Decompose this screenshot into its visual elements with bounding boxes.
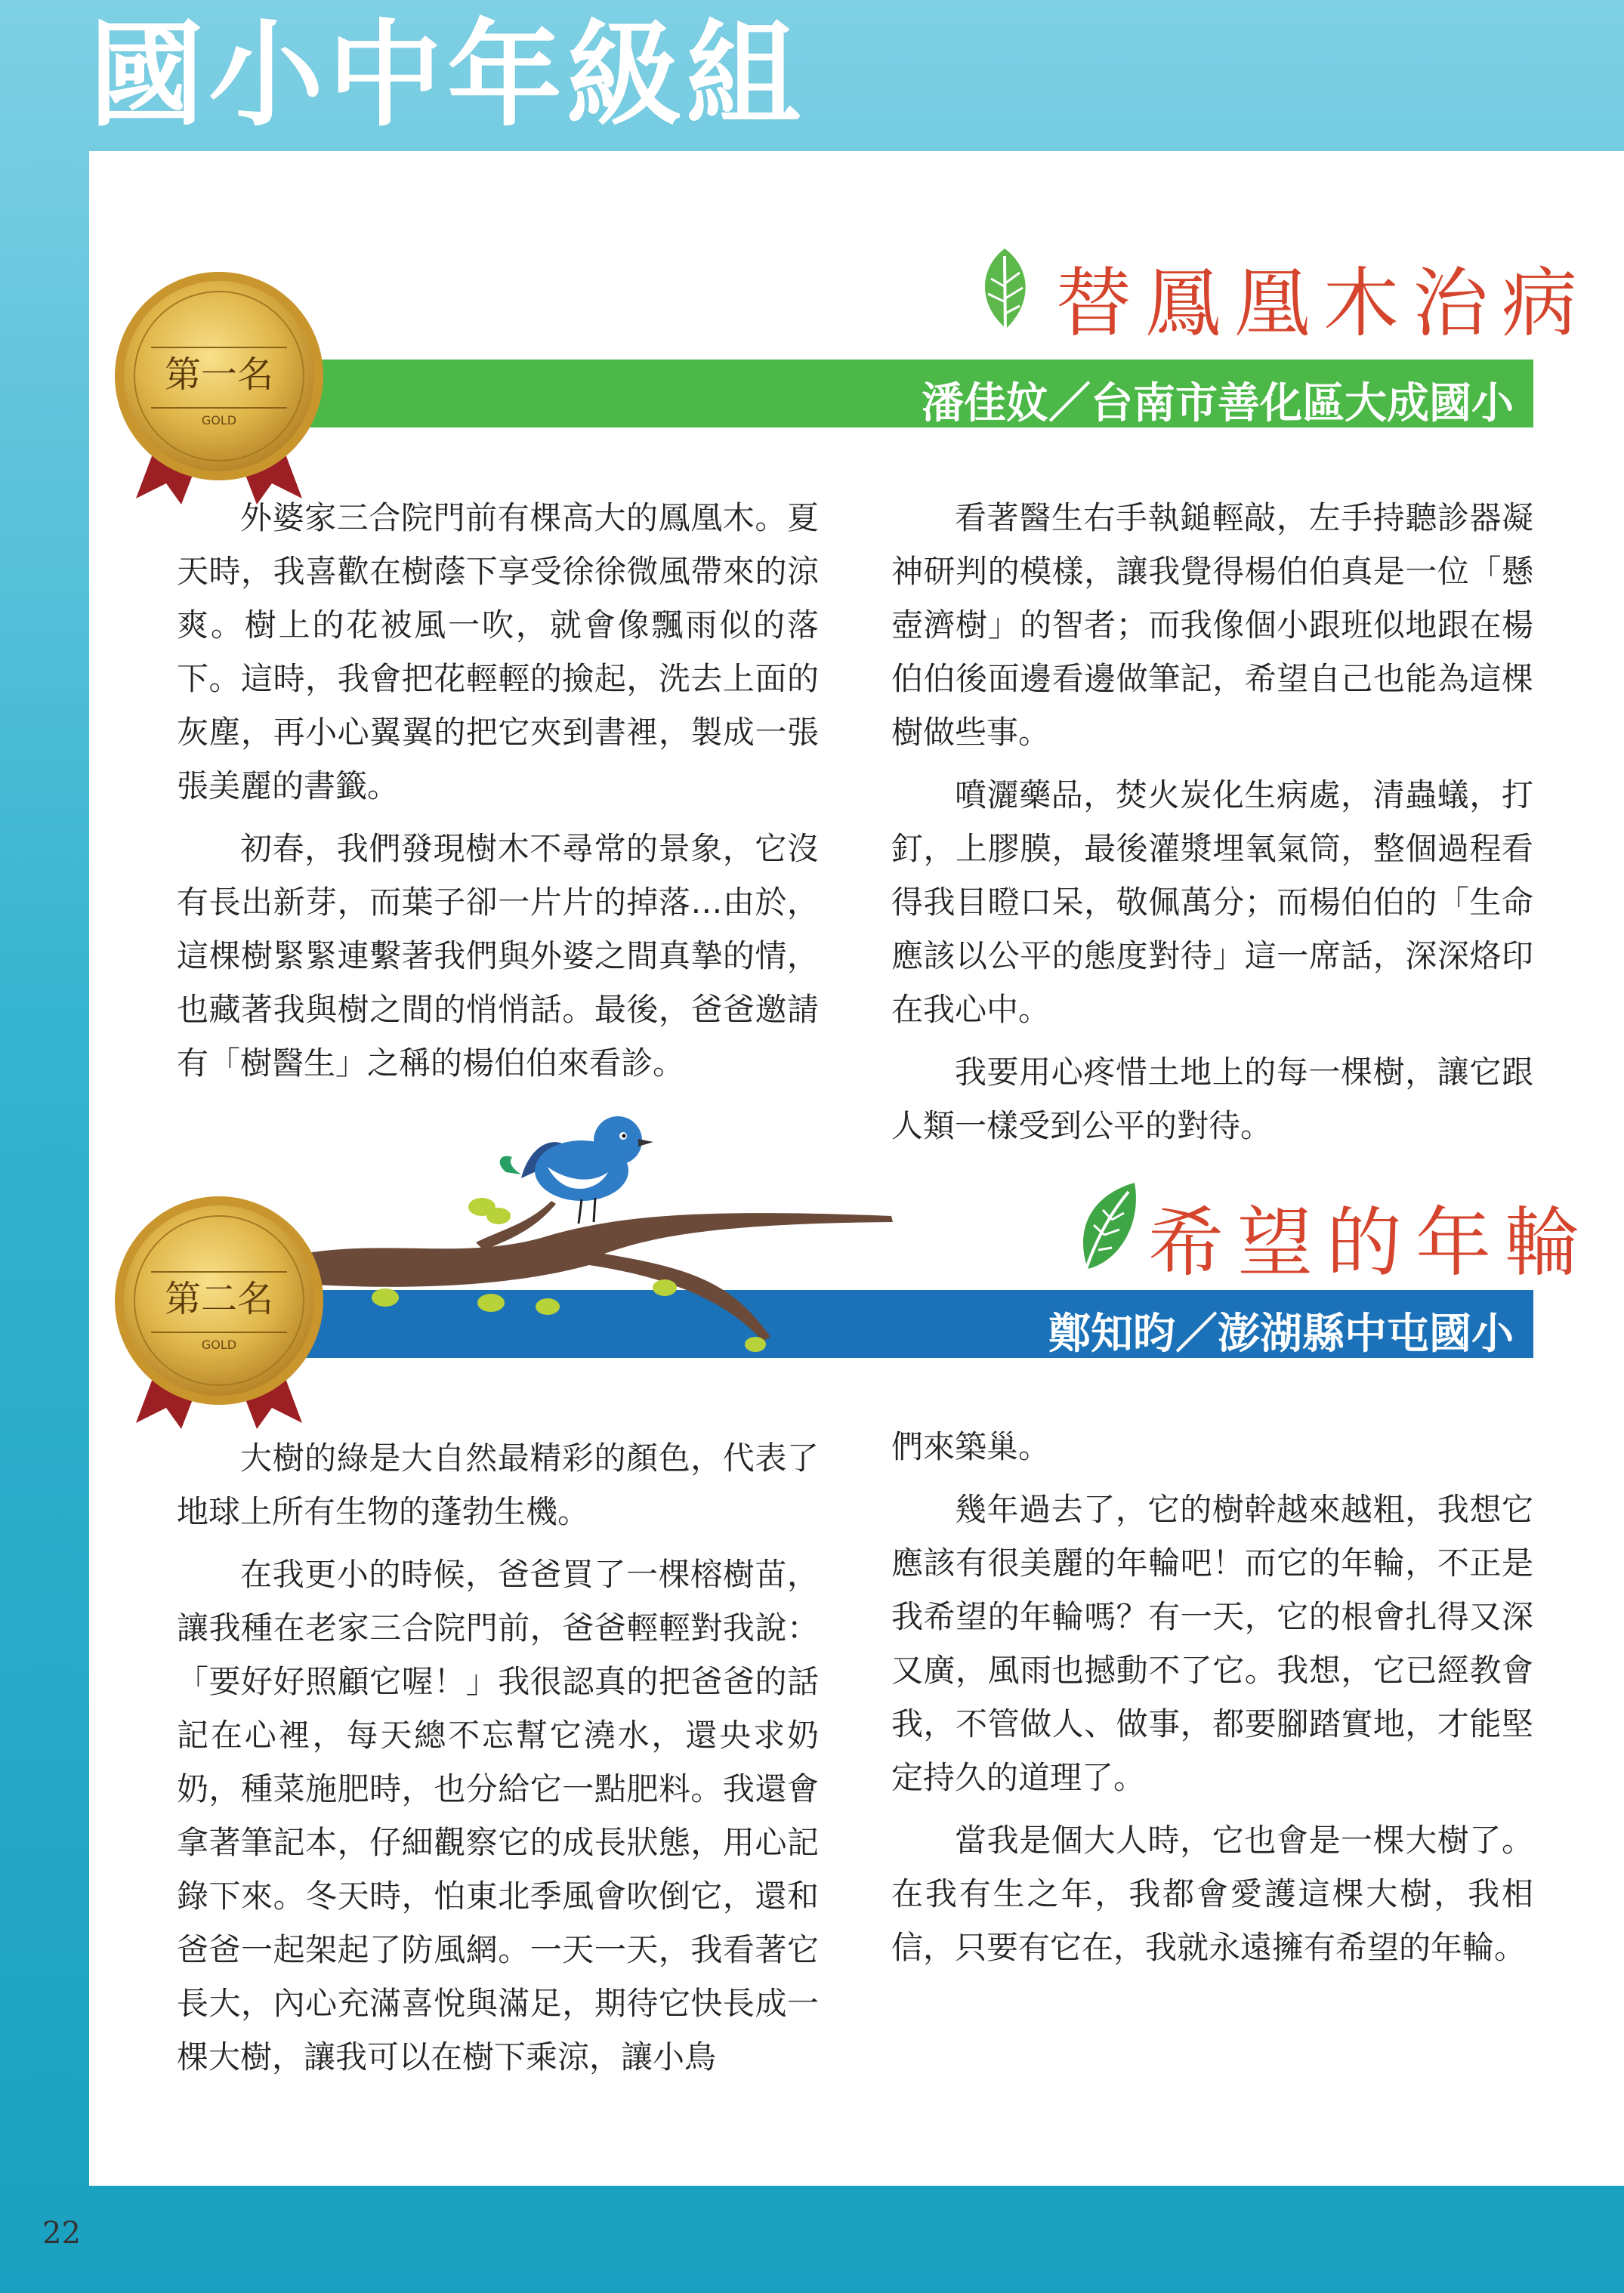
paragraph: 在我更小的時候，爸爸買了一棵榕樹苗，讓我種在老家三合院門前，爸爸輕輕對我說：「要好好照顧它喔！」我很認真的把爸爸的話記在心裡，每天總不忘幫它澆水，還央求奶奶，種菜施肥時，也分給它一點肥料。我還會拿著筆記本，仔細觀察它的成長狀態，用心記錄下來。冬天時，怕東北季風會吹倒它，還和爸爸一起架起了防風網。一天一天，我看著它長大，內心充滿喜悅與滿足，期待它快長成一棵大樹，讓我可以在樹下乘涼，讓小鳥 — [177, 1556, 819, 2075]
paragraph: 噴灑藥品，焚火炭化生病處，清蟲蟻，打釘，上膠膜，最後灌漿埋氧氣筒，整個過程看得我目瞪口呆，敬佩萬分；而楊伯伯的「生命應該以公平的態度對待」這一席話，深深烙印在我心中。 — [891, 776, 1533, 1028]
entry-1-title: 替鳳凰木治病 — [1056, 259, 1591, 347]
second-place-medal-icon — [106, 1189, 332, 1430]
tree-branch-illustration — [302, 1103, 906, 1375]
page-title: 國小中年級組 — [89, 8, 805, 142]
medal-2-sublabel: GOLD — [201, 1338, 237, 1352]
paragraph: 大樹的綠是大自然最精彩的顏色，代表了地球上所有生物的蓬勃生機。 — [177, 1440, 819, 1530]
entry-2-right-column — [891, 1420, 1533, 1983]
entry-2-left-column — [177, 1431, 819, 2093]
leaf-icon — [974, 245, 1035, 344]
paragraph: 初春，我們發現樹木不尋常的景象，它沒有長出新芽，而葉子卻一片片的掉落…由於，這棵樹緊緊連繫著我們與外婆之間真摯的情，也藏著我與樹之間的悄悄話。最後，爸爸邀請有「樹醫生」之稱的楊伯伯來看診。 — [177, 830, 819, 1082]
paragraph: 們來築巢。 — [891, 1428, 1051, 1465]
entry-2-author: 鄭知昀／澎湖縣中屯國小 — [1048, 1310, 1514, 1359]
medal-1-sublabel: GOLD — [201, 413, 237, 427]
paragraph: 外婆家三合院門前有棵高大的鳳凰木。夏天時，我喜歡在樹蔭下享受徐徐微風帶來的涼爽。樹上的花被風一吹，就會像飄雨似的落下。這時，我會把花輕輕的撿起，洗去上面的灰塵，再小心翼翼的把它夾到書裡，製成一張張美麗的書籤。 — [177, 499, 819, 804]
paragraph: 我要用心疼惜土地上的每一棵樹，讓它跟人類一樣受到公平的對待。 — [891, 1054, 1533, 1144]
entry-1-author: 潘佳妏／台南市善化區大成國小 — [922, 379, 1514, 428]
paragraph: 幾年過去了，它的樹幹越來越粗，我想它應該有很美麗的年輪吧！而它的年輪，不正是我希望的年輪嗎？有一天，它的根會扎得又深又廣，風雨也撼動不了它。我想，它已經教會我，不管做人、做事，都要腳踏實地，才能堅定持久的道理了。 — [891, 1491, 1533, 1796]
entry-2-title: 希望的年輪 — [1148, 1199, 1594, 1287]
paragraph: 看著醫生右手執鎚輕敲，左手持聽診器凝神研判的模樣，讓我覺得楊伯伯真是一位「懸壺濟樹」的智者；而我像個小跟班似地跟在楊伯伯後面邊看邊做筆記，希望自己也能為這棵樹做些事。 — [891, 499, 1533, 751]
page-number: 22 — [42, 2216, 81, 2251]
entry-1-right-column — [891, 491, 1533, 1162]
medal-2-label: 第二名 — [164, 1278, 274, 1320]
paragraph: 當我是個大人時，它也會是一棵大樹了。在我有生之年，我都會愛護這棵大樹，我相信，只要有它在，我就永遠擁有希望的年輪。 — [891, 1822, 1533, 1966]
first-place-medal-icon — [106, 264, 332, 506]
leaf-icon — [1067, 1178, 1142, 1284]
bird-icon — [500, 1116, 653, 1224]
entry-1-left-column — [177, 491, 819, 1099]
entry-1-banner — [174, 360, 1533, 427]
medal-1-label: 第一名 — [164, 353, 274, 396]
